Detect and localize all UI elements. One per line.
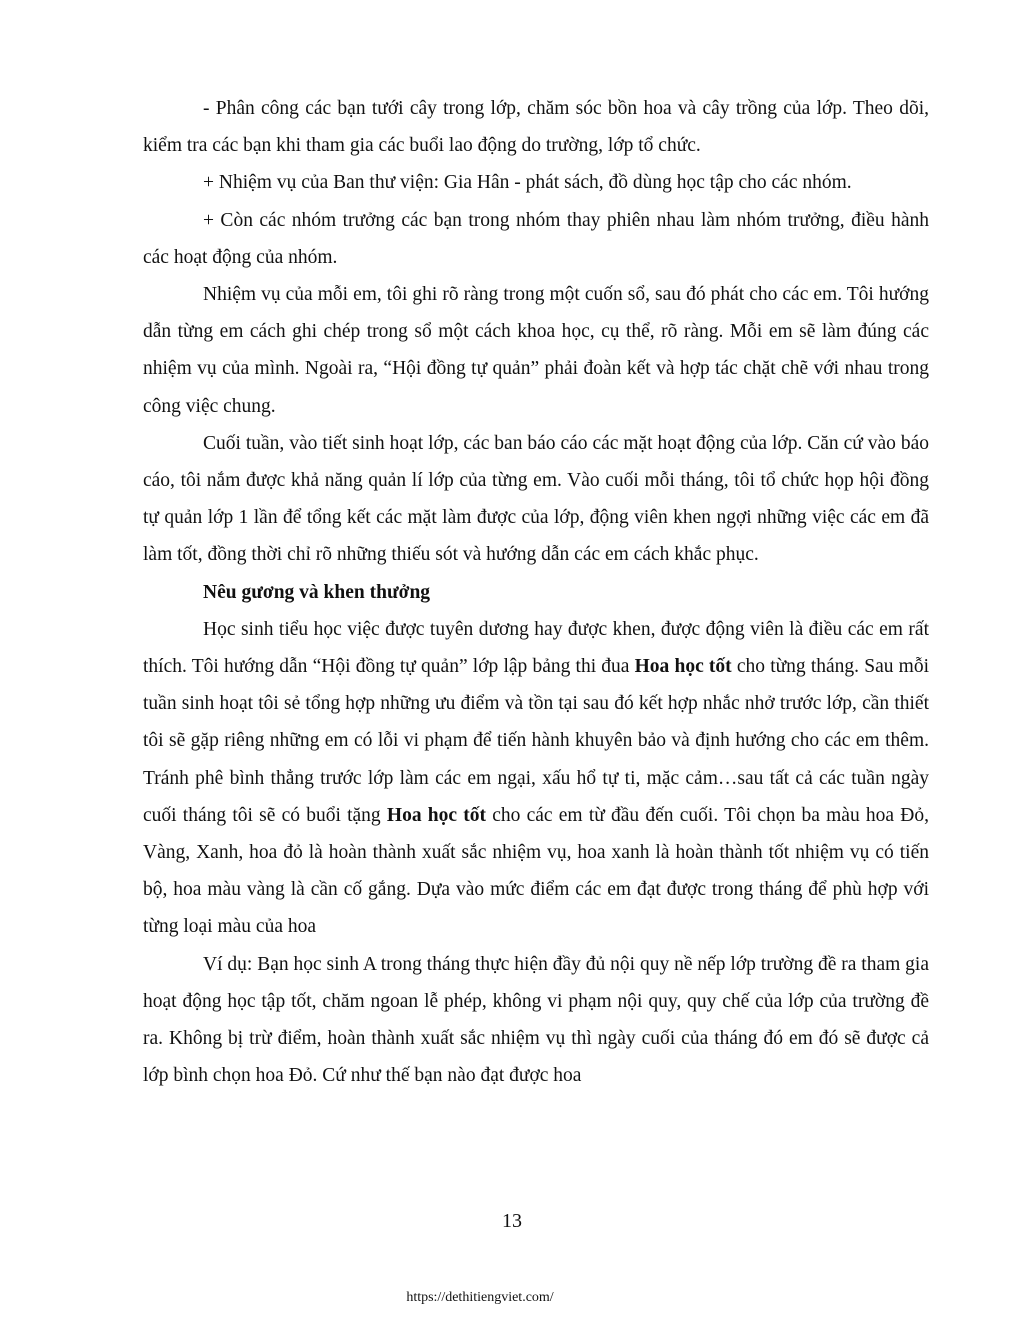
paragraph-task-notebook: Nhiệm vụ của mỗi em, tôi ghi rõ ràng trong một cuốn sổ, sau đó phát cho các em. Tôi hướng dẫn từng em cách ghi chép trong sổ một cách khoa học, cụ thể, rõ ràng. Mỗi em sẽ làm đúng các nhiệm vụ của mình. Ngoài ra, “Hội đồng tự quản” phải đoàn kết và hợp tác chặt chẽ với nhau trong công việc chung. (143, 284, 929, 417)
paragraph-library-task: + Nhiệm vụ của Ban thư viện: Gia Hân - phát sách, đồ dùng học tập cho các nhóm. (203, 172, 852, 194)
section-heading: Nêu gương và khen thưởng (203, 581, 431, 603)
footer-url: https://dethitiengviet.com/ (406, 1290, 554, 1305)
paragraph-award (143, 611, 929, 946)
paragraph-weekly-report: Cuối tuần, vào tiết sinh hoạt lớp, các ban báo cáo các mặt hoạt động của lớp. Căn cứ vào báo cáo, tôi nắm được khả năng quản lí lớp của từng em. Vào cuối mỗi tháng, tôi tổ chức họp hội đồng tự quản lớp 1 lần để tổng kết các mặt làm được của lớp, động viên khen ngợi những việc các em đã làm tốt, đồng thời chỉ rõ những thiếu sót và hướng dẫn các em cách khắc phục. (143, 432, 929, 566)
award-text-1: Học sinh tiểu học việc được tuyên dương hay được khen, được động viên là điều các em rất thích. Tôi hướng dẫn “Hội đồng tự quản” lớp lập bảng thi đua (143, 618, 929, 678)
award-text-2: cho từng tháng. Sau mỗi tuần sinh hoạt tôi sẻ tổng hợp những ưu điểm và tồn tại sau đó kết hợp nhắc nhở trước lớp, cần thiết tôi sẽ gặp riêng những em có lỗi vi phạm để tiến hành khuyên bảo và định hướng cho các em thêm. Tránh phê bình thẳng trước lớp làm các em ngại, xấu hổ tự ti, mặc cảm…sau tất cả các tuần ngày cuối tháng tôi sẽ có buổi tặng (143, 656, 930, 826)
page-number: 13 (502, 1210, 522, 1232)
paragraph-group-leaders: + Còn các nhóm trưởng các bạn trong nhóm thay phiên nhau làm nhóm trưởng, điều hành các hoạt động của nhóm. (143, 209, 929, 268)
paragraph-example: Ví dụ: Bạn học sinh A trong tháng thực hiện đầy đủ nội quy nề nếp lớp trường đề ra tham gia hoạt động học tập tốt, chăm ngoan lễ phép, không vi phạm nội quy, quy chế của lớp của trường đề ra. Không bị trừ điểm, hoàn thành xuất sắc nhiệm vụ thì ngày cuối của tháng đó em đó sẽ được cả lớp bình chọn hoa Đỏ. Cứ như thế bạn nào đạt được hoa (143, 953, 929, 1087)
award-bold-1: Hoa học tốt (634, 656, 732, 678)
award-text-3: cho các em từ đầu đến cuối. Tôi chọn ba màu hoa Đỏ, Vàng, Xanh, hoa đỏ là hoàn thành xuất sắc nhiệm vụ, hoa xanh là hoàn thành tốt nhiệm vụ có tiến bộ, hoa màu vàng là cần cố gắng. Dựa vào mức điểm các em đạt được trong tháng để phù hợp với từng loại màu của hoa (143, 804, 929, 938)
document-body (143, 90, 929, 1094)
paragraph-assign-watering: - Phân công các bạn tưới cây trong lớp, chăm sóc bồn hoa và cây trồng của lớp. Theo dõi, kiểm tra các bạn khi tham gia các buổi lao động do trường, lớp tổ chức. (143, 98, 929, 157)
award-bold-2: Hoa học tốt (386, 804, 486, 826)
